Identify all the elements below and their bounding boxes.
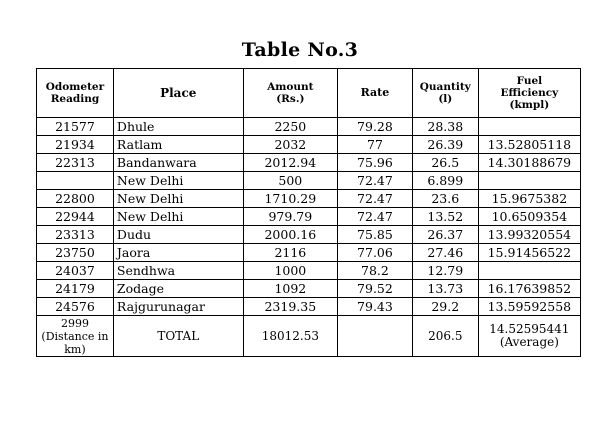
cell-quantity: 27.46 [412,244,478,262]
cell-efficiency: 13.99320554 [478,226,580,244]
cell-quantity: 26.37 [412,226,478,244]
cell-amount: 500 [243,172,338,190]
cell-rate: 79.52 [338,280,413,298]
header-amount [243,69,338,118]
cell-amount: 2032 [243,136,338,154]
cell-efficiency: 14.30188679 [478,154,580,172]
table-row [37,280,581,298]
header-fe-line2: Efficiency [500,87,559,99]
cell-place: Dhule [113,118,243,136]
cell-quantity: 6.899 [412,172,478,190]
cell-efficiency: 13.52805118 [478,136,580,154]
cell-efficiency [478,172,580,190]
table-row [37,298,581,316]
total-row [37,316,581,357]
header-fe-line1: Fuel [516,75,543,87]
cell-place: Jaora [113,244,243,262]
cell-quantity: 13.73 [412,280,478,298]
cell-amount: 1710.29 [243,190,338,208]
table-row [37,244,581,262]
total-quantity: 206.5 [412,316,478,357]
cell-efficiency: 10.6509354 [478,208,580,226]
cell-place: New Delhi [113,172,243,190]
cell-rate: 75.85 [338,226,413,244]
cell-rate: 72.47 [338,172,413,190]
header-row [37,69,581,118]
cell-place: Ratlam [113,136,243,154]
cell-odometer: 22313 [37,154,114,172]
cell-place: New Delhi [113,208,243,226]
cell-amount: 979.79 [243,208,338,226]
cell-efficiency: 16.17639852 [478,280,580,298]
header-fuel-efficiency [478,69,580,118]
table-row [37,208,581,226]
total-distance [37,316,114,357]
cell-odometer: 23313 [37,226,114,244]
header-odometer: Odometer Reading [37,69,114,118]
header-quantity [412,69,478,118]
cell-efficiency: 15.91456522 [478,244,580,262]
total-efficiency [478,316,580,357]
cell-amount: 2000.16 [243,226,338,244]
header-quantity-line2: (l) [438,93,453,105]
cell-odometer [37,172,114,190]
header-amount-line1: Amount [267,81,314,93]
cell-place: New Delhi [113,190,243,208]
table-row [37,172,581,190]
cell-odometer: 24037 [37,262,114,280]
cell-odometer: 24179 [37,280,114,298]
cell-rate: 75.96 [338,154,413,172]
cell-efficiency [478,118,580,136]
cell-quantity: 13.52 [412,208,478,226]
cell-odometer: 22800 [37,190,114,208]
cell-odometer: 21577 [37,118,114,136]
header-rate: Rate [338,69,413,118]
cell-amount: 2012.94 [243,154,338,172]
cell-place: Zodage [113,280,243,298]
cell-rate: 78.2 [338,262,413,280]
table-row [37,154,581,172]
cell-amount: 1000 [243,262,338,280]
total-distance-label: (Distance in km) [41,329,109,356]
cell-place: Rajgurunagar [113,298,243,316]
table-title: Table No.3 [241,39,359,61]
total-rate [338,316,413,357]
cell-rate: 72.47 [338,208,413,226]
cell-quantity: 28.38 [412,118,478,136]
cell-efficiency [478,262,580,280]
cell-efficiency: 15.9675382 [478,190,580,208]
cell-amount: 2116 [243,244,338,262]
cell-quantity: 26.39 [412,136,478,154]
cell-rate: 72.47 [338,190,413,208]
cell-odometer: 22944 [37,208,114,226]
total-label: TOTAL [113,316,243,357]
cell-quantity: 12.79 [412,262,478,280]
header-fe-line3: (kmpl) [509,99,550,111]
total-efficiency-note: (Average) [499,335,559,349]
total-distance-value: 2999 [60,316,89,330]
cell-place: Dudu [113,226,243,244]
cell-odometer: 24576 [37,298,114,316]
table-row [37,190,581,208]
cell-quantity: 26.5 [412,154,478,172]
table-row [37,262,581,280]
total-efficiency-value: 14.52595441 [489,322,570,336]
fuel-table [36,68,581,357]
cell-quantity: 23.6 [412,190,478,208]
total-amount: 18012.53 [243,316,338,357]
cell-amount: 1092 [243,280,338,298]
cell-rate: 77.06 [338,244,413,262]
table-row [37,226,581,244]
cell-rate: 77 [338,136,413,154]
cell-efficiency: 13.59592558 [478,298,580,316]
header-place: Place [113,69,243,118]
cell-amount: 2250 [243,118,338,136]
cell-place: Bandanwara [113,154,243,172]
header-amount-line2: (Rs.) [276,93,305,105]
table-row [37,118,581,136]
cell-odometer: 21934 [37,136,114,154]
cell-place: Sendhwa [113,262,243,280]
cell-quantity: 29.2 [412,298,478,316]
table-row [37,136,581,154]
cell-amount: 2319.35 [243,298,338,316]
cell-odometer: 23750 [37,244,114,262]
cell-rate: 79.28 [338,118,413,136]
cell-rate: 79.43 [338,298,413,316]
header-quantity-line1: Quantity [419,81,471,93]
